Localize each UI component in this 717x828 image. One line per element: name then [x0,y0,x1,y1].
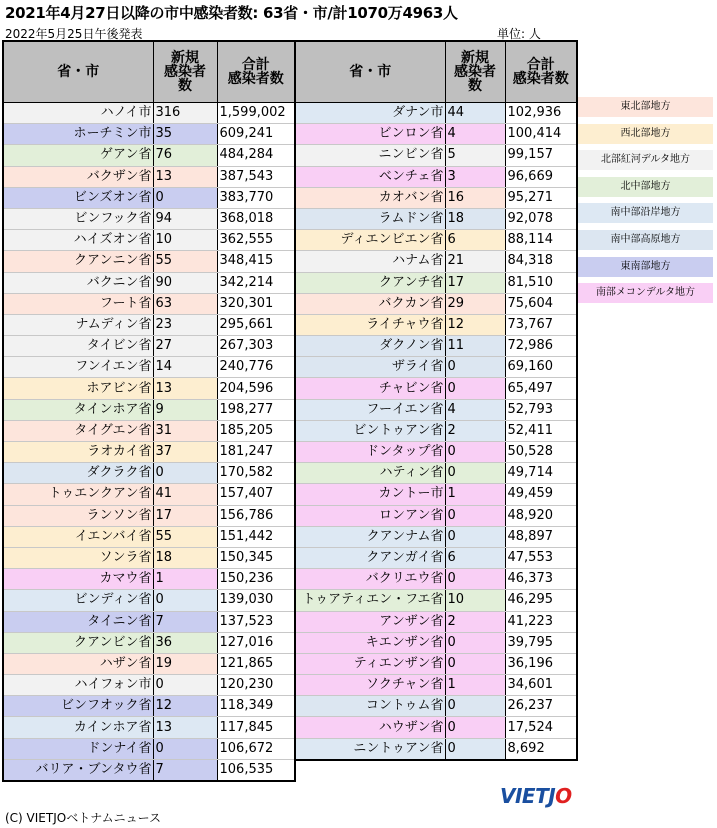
announcement-date: 2022年5月25日午後発表 [5,27,143,41]
province-name: バクニン省 [3,272,153,293]
province-name: ハナム省 [295,251,445,272]
new-cases-value: 0 [153,187,217,208]
province-name: クアンニン省 [3,251,153,272]
legend-item: 北中部地方 [578,177,713,197]
table-row [3,103,295,124]
table-row [3,526,295,547]
province-name: クアンナム省 [295,526,445,547]
legend-item: 西北部地方 [578,124,713,144]
total-cases-value: 150,345 [217,547,295,568]
table-row [295,547,577,568]
table-row [295,632,577,653]
total-cases-value: 181,247 [217,442,295,463]
left-case-table [2,40,296,782]
province-name: ハイフォン市 [3,675,153,696]
total-cases-value: 81,510 [505,272,577,293]
table-row [295,463,577,484]
province-name: ディエンビエン省 [295,230,445,251]
table-row [3,314,295,335]
new-cases-value: 6 [445,547,505,568]
total-cases-value: 39,795 [505,632,577,653]
total-cases-value: 102,936 [505,103,577,124]
total-cases-value: 48,920 [505,505,577,526]
province-name: フーイエン省 [295,399,445,420]
table-row [295,399,577,420]
header-total: 合計 感染者数 [217,41,295,103]
total-cases-value: 157,407 [217,484,295,505]
table-row [295,251,577,272]
table-row [295,611,577,632]
table-row [295,569,577,590]
total-cases-value: 50,528 [505,442,577,463]
province-name: トゥアティエン・フエ省 [295,590,445,611]
new-cases-value: 41 [153,484,217,505]
province-name: ティエンザン省 [295,653,445,674]
table-row [3,208,295,229]
table-row [3,632,295,653]
total-cases-value: 118,349 [217,696,295,717]
total-cases-value: 34,601 [505,675,577,696]
new-cases-value: 3 [445,166,505,187]
new-cases-value: 63 [153,293,217,314]
total-cases-value: 49,714 [505,463,577,484]
legend-item: 南中部沿岸地方 [578,203,713,223]
total-cases-value: 320,301 [217,293,295,314]
header-new-cases: 新規 感染者 数 [445,41,505,103]
total-cases-value: 120,230 [217,675,295,696]
province-name: ニンビン省 [295,145,445,166]
province-name: キエンザン省 [295,632,445,653]
total-cases-value: 106,672 [217,738,295,759]
total-cases-value: 72,986 [505,336,577,357]
table-row [3,442,295,463]
table-row [295,103,577,124]
new-cases-value: 19 [153,653,217,674]
table-row [3,569,295,590]
province-name: ビンフオック省 [3,696,153,717]
total-cases-value: 295,661 [217,314,295,335]
new-cases-value: 0 [445,526,505,547]
table-row [3,463,295,484]
table-row [295,357,577,378]
table-row [3,336,295,357]
total-cases-value: 139,030 [217,590,295,611]
copyright: (C) VIETJOベトナムニュース [5,811,162,825]
total-cases-value: 156,786 [217,505,295,526]
table-row [295,166,577,187]
total-cases-value: 198,277 [217,399,295,420]
total-cases-value: 609,241 [217,124,295,145]
region-legend [578,97,713,310]
province-name: フート省 [3,293,153,314]
table-row [295,230,577,251]
province-name: イエンバイ省 [3,526,153,547]
table-row [295,696,577,717]
table-row [295,208,577,229]
table-row [3,696,295,717]
new-cases-value: 9 [153,399,217,420]
table-row [3,145,295,166]
table-row [3,357,295,378]
total-cases-value: 69,160 [505,357,577,378]
province-name: バクリエウ省 [295,569,445,590]
table-row [3,251,295,272]
total-cases-value: 204,596 [217,378,295,399]
province-name: ビントゥアン省 [295,420,445,441]
total-cases-value: 484,284 [217,145,295,166]
total-cases-value: 362,555 [217,230,295,251]
province-name: バクザン省 [3,166,153,187]
province-name: ライチャウ省 [295,314,445,335]
unit-label: 単位: 人 [497,27,541,41]
new-cases-value: 37 [153,442,217,463]
legend-item: 北部紅河デルタ地方 [578,150,713,170]
table-row [295,484,577,505]
header-row [3,41,295,103]
new-cases-value: 5 [445,145,505,166]
new-cases-value: 12 [445,314,505,335]
table-row [3,505,295,526]
new-cases-value: 13 [153,717,217,738]
total-cases-value: 151,442 [217,526,295,547]
total-cases-value: 92,078 [505,208,577,229]
table-row [295,590,577,611]
table-row [295,675,577,696]
province-name: コントゥム省 [295,696,445,717]
new-cases-value: 94 [153,208,217,229]
total-cases-value: 48,897 [505,526,577,547]
province-name: ラオカイ省 [3,442,153,463]
total-cases-value: 368,018 [217,208,295,229]
total-cases-value: 8,692 [505,738,577,760]
total-cases-value: 100,414 [505,124,577,145]
new-cases-value: 44 [445,103,505,124]
new-cases-value: 0 [445,463,505,484]
new-cases-value: 10 [153,230,217,251]
total-cases-value: 73,767 [505,314,577,335]
new-cases-value: 0 [445,717,505,738]
new-cases-value: 17 [153,505,217,526]
total-cases-value: 387,543 [217,166,295,187]
total-cases-value: 95,271 [505,187,577,208]
province-name: バリア・ブンタウ省 [3,759,153,781]
total-cases-value: 36,196 [505,653,577,674]
province-name: カオバン省 [295,187,445,208]
new-cases-value: 2 [445,611,505,632]
legend-item: 南部メコンデルタ地方 [578,283,713,303]
province-name: ビンズオン省 [3,187,153,208]
table-row [3,611,295,632]
province-name: フンイエン省 [3,357,153,378]
total-cases-value: 240,776 [217,357,295,378]
province-name: タイビン省 [3,336,153,357]
province-name: ハザン省 [3,653,153,674]
new-cases-value: 316 [153,103,217,124]
table-row [3,378,295,399]
province-name: カインホア省 [3,717,153,738]
table-row [3,272,295,293]
province-name: ハイズオン省 [3,230,153,251]
province-name: ダナン市 [295,103,445,124]
total-cases-value: 1,599,002 [217,103,295,124]
new-cases-value: 0 [445,696,505,717]
province-name: ナムディン省 [3,314,153,335]
province-name: ザライ省 [295,357,445,378]
province-name: カマウ省 [3,569,153,590]
new-cases-value: 23 [153,314,217,335]
total-cases-value: 88,114 [505,230,577,251]
total-cases-value: 99,157 [505,145,577,166]
new-cases-value: 13 [153,166,217,187]
new-cases-value: 76 [153,145,217,166]
new-cases-value: 4 [445,124,505,145]
total-cases-value: 47,553 [505,547,577,568]
total-cases-value: 52,793 [505,399,577,420]
total-cases-value: 96,669 [505,166,577,187]
province-name: ソクチャン省 [295,675,445,696]
table-row [295,378,577,399]
new-cases-value: 1 [445,675,505,696]
province-name: アンザン省 [295,611,445,632]
vietjo-logo: VIETJO [500,784,572,808]
legend-item: 東北部地方 [578,97,713,117]
total-cases-value: 46,373 [505,569,577,590]
new-cases-value: 0 [153,463,217,484]
new-cases-value: 35 [153,124,217,145]
province-name: クアンガイ省 [295,547,445,568]
table-row [3,420,295,441]
province-name: ホーチミン市 [3,124,153,145]
header-province: 省・市 [295,41,445,103]
table-row [295,738,577,760]
total-cases-value: 121,865 [217,653,295,674]
table-row [295,124,577,145]
new-cases-value: 6 [445,230,505,251]
table-row [295,272,577,293]
table-row [295,336,577,357]
table-row [3,590,295,611]
new-cases-value: 31 [153,420,217,441]
new-cases-value: 13 [153,378,217,399]
new-cases-value: 14 [153,357,217,378]
new-cases-value: 18 [445,208,505,229]
table-row [295,526,577,547]
new-cases-value: 90 [153,272,217,293]
province-name: バクカン省 [295,293,445,314]
new-cases-value: 10 [445,590,505,611]
table-row [295,653,577,674]
new-cases-value: 0 [153,738,217,759]
new-cases-value: 1 [445,484,505,505]
total-cases-value: 41,223 [505,611,577,632]
new-cases-value: 0 [445,632,505,653]
province-name: ドンタップ省 [295,442,445,463]
new-cases-value: 0 [445,442,505,463]
province-name: タインホア省 [3,399,153,420]
province-name: ニントゥアン省 [295,738,445,760]
total-cases-value: 342,214 [217,272,295,293]
total-cases-value: 170,582 [217,463,295,484]
province-name: クアンビン省 [3,632,153,653]
province-name: ビンディン省 [3,590,153,611]
new-cases-value: 21 [445,251,505,272]
new-cases-value: 0 [445,357,505,378]
table-row [3,187,295,208]
province-name: ビンフック省 [3,208,153,229]
province-name: トゥエンクアン省 [3,484,153,505]
new-cases-value: 0 [445,653,505,674]
table-row [295,145,577,166]
table-row [3,230,295,251]
new-cases-value: 0 [153,590,217,611]
province-name: ハウザン省 [295,717,445,738]
total-cases-value: 26,237 [505,696,577,717]
total-cases-value: 348,415 [217,251,295,272]
new-cases-value: 55 [153,526,217,547]
table-row [3,547,295,568]
new-cases-value: 0 [445,569,505,590]
province-name: ドンナイ省 [3,738,153,759]
total-cases-value: 84,318 [505,251,577,272]
new-cases-value: 7 [153,759,217,781]
total-cases-value: 185,205 [217,420,295,441]
table-row [3,166,295,187]
header-row [295,41,577,103]
new-cases-value: 17 [445,272,505,293]
header-province: 省・市 [3,41,153,103]
province-name: チャビン省 [295,378,445,399]
legend-item: 東南部地方 [578,257,713,277]
province-name: クアンチ省 [295,272,445,293]
new-cases-value: 0 [153,675,217,696]
table-row [295,293,577,314]
header-new-cases: 新規 感染者 数 [153,41,217,103]
new-cases-value: 4 [445,399,505,420]
province-name: ロンアン省 [295,505,445,526]
province-name: ビンロン省 [295,124,445,145]
new-cases-value: 27 [153,336,217,357]
new-cases-value: 18 [153,547,217,568]
table-row [295,314,577,335]
total-cases-value: 49,459 [505,484,577,505]
table-row [295,505,577,526]
new-cases-value: 55 [153,251,217,272]
new-cases-value: 12 [153,696,217,717]
table-row [3,738,295,759]
new-cases-value: 36 [153,632,217,653]
new-cases-value: 1 [153,569,217,590]
table-row [3,653,295,674]
province-name: ベンチェ省 [295,166,445,187]
province-name: ホアビン省 [3,378,153,399]
new-cases-value: 11 [445,336,505,357]
new-cases-value: 0 [445,738,505,760]
new-cases-value: 7 [153,611,217,632]
new-cases-value: 0 [445,505,505,526]
page-title: 2021年4月27日以降の市中感染者数: 63省・市/計1070万4963人 [5,4,458,22]
total-cases-value: 137,523 [217,611,295,632]
new-cases-value: 0 [445,378,505,399]
table-row [3,717,295,738]
province-name: ダクラク省 [3,463,153,484]
table-row [295,717,577,738]
table-row [3,124,295,145]
province-name: カントー市 [295,484,445,505]
table-row [3,399,295,420]
table-row [3,293,295,314]
province-name: ゲアン省 [3,145,153,166]
total-cases-value: 65,497 [505,378,577,399]
table-row [3,484,295,505]
header-total: 合計 感染者数 [505,41,577,103]
table-row [295,442,577,463]
total-cases-value: 383,770 [217,187,295,208]
new-cases-value: 2 [445,420,505,441]
table-row [3,759,295,781]
total-cases-value: 127,016 [217,632,295,653]
table-row [295,420,577,441]
total-cases-value: 150,236 [217,569,295,590]
province-name: タイグエン省 [3,420,153,441]
province-name: タイニン省 [3,611,153,632]
table-row [295,187,577,208]
total-cases-value: 17,524 [505,717,577,738]
province-name: ランソン省 [3,505,153,526]
right-case-table [294,40,578,761]
province-name: ハティン省 [295,463,445,484]
new-cases-value: 29 [445,293,505,314]
total-cases-value: 52,411 [505,420,577,441]
province-name: ソンラ省 [3,547,153,568]
legend-item: 南中部高原地方 [578,230,713,250]
total-cases-value: 267,303 [217,336,295,357]
new-cases-value: 16 [445,187,505,208]
province-name: ラムドン省 [295,208,445,229]
total-cases-value: 106,535 [217,759,295,781]
table-row [3,675,295,696]
total-cases-value: 46,295 [505,590,577,611]
province-name: ダクノン省 [295,336,445,357]
province-name: ハノイ市 [3,103,153,124]
total-cases-value: 117,845 [217,717,295,738]
total-cases-value: 75,604 [505,293,577,314]
